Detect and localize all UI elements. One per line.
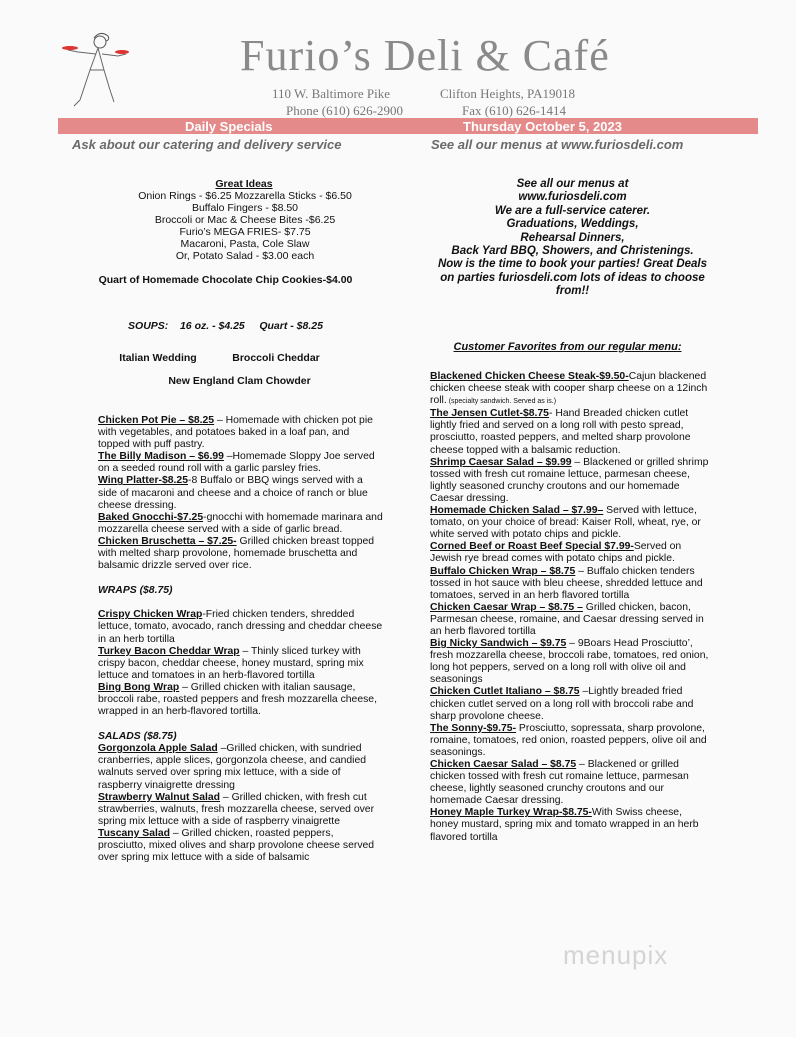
item-name: Chicken Pot Pie – $8.25 bbox=[98, 415, 215, 426]
favorite-item bbox=[430, 408, 712, 456]
fax-number: Fax (610) 626-1414 bbox=[462, 103, 566, 118]
wraps-heading: WRAPS ($8.75) bbox=[98, 585, 173, 597]
item-description: – Buffalo chicken tenders tossed in hot sauce with bleu cheese, shredded lettuce and tomatoes, served in an herb flavored tortilla bbox=[430, 565, 703, 601]
soups-prices: SOUPS: 16 oz. - $4.25 Quart - $8.25 bbox=[128, 320, 323, 332]
great-ideas-heading: Great Ideas bbox=[215, 178, 273, 190]
item-description: Grilled chicken breast topped with melted sharp provolone, homemade bruschetta and balsamic drizzle served over rice. bbox=[98, 535, 375, 572]
item-name: Blackened Chicken Cheese Steak-$9.50- bbox=[430, 371, 629, 382]
item-description: –Lightly breaded fried chicken cutlet served on a long roll with broccoli rabe and sharp provolone cheese. bbox=[430, 686, 694, 722]
favorite-item bbox=[430, 638, 712, 686]
item-note: (specialty sandwich. Served as is.) bbox=[446, 398, 557, 406]
favorite-item bbox=[430, 807, 712, 843]
great-ideas-item: Onion Rings - $6.25 Mozzarella Sticks - $6.50 bbox=[138, 190, 352, 202]
great-ideas-item: Broccoli or Mac & Cheese Bites -$6.25 bbox=[154, 214, 336, 226]
catering-line: on parties furiosdeli.com lots of ideas to choose bbox=[440, 271, 705, 284]
salad-item bbox=[98, 792, 383, 828]
item-description: – Grilled chicken, with fresh cut strawberries, walnuts, fresh mozzarella cheese, served over spring mix lettuce with a side of raspberry vinaigrette bbox=[98, 791, 375, 827]
favorite-item bbox=[430, 566, 712, 602]
soup-italian-wedding: Italian Wedding bbox=[119, 352, 197, 364]
catering-line: See all our menus at bbox=[516, 178, 629, 190]
item-name: The Billy Madison – $6.99 bbox=[98, 451, 224, 463]
favorite-item bbox=[430, 759, 712, 807]
item-name: Chicken Bruschetta – $7.25- bbox=[98, 535, 237, 547]
menus-tagline: See all our menus at www.furiosdeli.com bbox=[431, 137, 684, 152]
favorite-item bbox=[430, 371, 712, 408]
catering-tagline: Ask about our catering and delivery service bbox=[72, 137, 342, 152]
item-name: The Jensen Cutlet-$8.75 bbox=[430, 408, 549, 420]
great-ideas-item: Buffalo Fingers - $8.50 bbox=[191, 202, 299, 214]
catering-line: Now is the time to book your parties! Great Deals bbox=[437, 258, 708, 271]
wrap-item bbox=[98, 609, 383, 645]
favorite-item bbox=[430, 457, 712, 505]
favorite-item bbox=[430, 505, 712, 541]
specials-band bbox=[58, 118, 758, 134]
item-description: Served with lettuce, tomato, on your choice of bread: Kaiser Roll, wheat, rye, or white served with potato chips and pickle. bbox=[430, 505, 701, 541]
item-name: Bing Bong Wrap bbox=[98, 681, 180, 693]
wrap-item bbox=[98, 682, 383, 718]
item-name: Chicken Cutlet Italiano – $8.75 bbox=[430, 686, 580, 698]
item-name: Big Nicky Sandwich – $9.75 bbox=[430, 638, 567, 650]
item-name: Chicken Caesar Salad – $8.75 bbox=[430, 759, 577, 770]
cookies-line: Quart of Homemade Chocolate Chip Cookies-$4.00 bbox=[98, 274, 353, 286]
item-description: -Fried chicken tenders, shredded lettuce, tomato, avocado, ranch dressing and cheddar cheese in an herb tortilla bbox=[98, 609, 383, 645]
salads-heading: SALADS ($8.75) bbox=[98, 731, 177, 743]
item-name: Gorgonzola Apple Salad bbox=[98, 743, 218, 755]
item-description: – Blackened or grilled chicken tossed with fresh cut romaine lettuce, parmesan cheese, lightly seasoned crunchy croutons and our homemade Caesar dressing. bbox=[430, 759, 689, 807]
item-name: Tuscany Salad bbox=[98, 827, 170, 839]
item-description: – Blackened or grilled shrimp tossed with fresh cut romaine lettuce, parmesan cheese, lightly seasoned crunchy croutons and our homemade Caesar dressing. bbox=[430, 456, 709, 504]
item-name: Shrimp Caesar Salad – $9.99 bbox=[430, 456, 572, 468]
catering-line: Rehearsal Dinners, bbox=[520, 231, 625, 244]
item-description: – Grilled chicken, roasted peppers, prosciutto, mixed olives and sharp provolone cheese served over spring mix lettuce with a side of balsamic bbox=[98, 827, 375, 864]
menupix-watermark: menupix bbox=[563, 940, 669, 970]
phone-number: Phone (610) 626-2900 bbox=[286, 103, 403, 118]
address-city: Clifton Heights, PA19018 bbox=[440, 86, 575, 101]
item-name: Homemade Chicken Salad – $7.99– bbox=[430, 505, 604, 517]
favorite-item bbox=[430, 686, 712, 722]
favorite-item bbox=[430, 723, 712, 759]
favorites-list bbox=[430, 371, 712, 844]
item-name: Wing Platter-$8.25 bbox=[98, 475, 188, 487]
item-name: Honey Maple Turkey Wrap-$8.75- bbox=[430, 807, 592, 819]
daily-special bbox=[98, 475, 383, 511]
catering-line: www.furiosdeli.com bbox=[518, 191, 627, 204]
page-title: Furio’s Deli & Café bbox=[240, 31, 610, 80]
address-street: 110 W. Baltimore Pike bbox=[272, 86, 390, 101]
catering-line: We are a full-service caterer. bbox=[494, 204, 651, 217]
item-description: - Hand Breaded chicken cutlet lightly fried and served on a long roll with pesto spread, prosciutto, roasted peppers, and melted sharp provolone cheese topped with a balsamic reduction. bbox=[430, 408, 691, 456]
great-ideas-item: Macaroni, Pasta, Cole Slaw bbox=[180, 238, 310, 250]
catering-line: from!! bbox=[555, 285, 590, 298]
item-name: Corned Beef or Roast Beef Special $7.99- bbox=[430, 541, 634, 553]
item-description: Grilled chicken, bacon, Parmesan cheese, romaine, and Caesar dressing served in an herb flavored tortilla bbox=[430, 601, 704, 637]
soup-clam-chowder: New England Clam Chowder bbox=[168, 375, 311, 387]
catering-line: Back Yard BBQ, Showers, and Christenings. bbox=[451, 245, 694, 258]
daily-special bbox=[98, 415, 383, 451]
item-name: Buffalo Chicken Wrap – $8.75 bbox=[430, 565, 576, 577]
band-date: Thursday October 5, 2023 bbox=[463, 119, 622, 134]
great-ideas-item: Furio’s MEGA FRIES- $7.75 bbox=[179, 226, 311, 238]
item-description: – Grilled chicken with italian sausage, broccoli rabe, roasted peppers and fresh mozzarella cheese, wrapped in an herb-flavored tortilla. bbox=[98, 681, 377, 718]
great-ideas-list bbox=[130, 190, 360, 262]
band-left-label: Daily Specials bbox=[185, 119, 273, 134]
salad-item bbox=[98, 743, 383, 791]
favorite-item bbox=[430, 602, 712, 638]
item-description: – Homemade with chicken pot pie with vegetables, and potatoes baked in a loaf pan, and topped with puff pastry. bbox=[98, 415, 373, 451]
wrap-item bbox=[98, 646, 383, 682]
left-column bbox=[98, 415, 383, 864]
great-ideas-item: Or, Potato Salad - $3.00 each bbox=[175, 250, 315, 262]
item-description: Prosciutto, sopressata, sharp provolone, romaine, tomatoes, red onion, roasted peppers, olive oil and seasonings. bbox=[430, 722, 707, 758]
item-name: Turkey Bacon Cheddar Wrap bbox=[98, 645, 240, 657]
soup-broccoli-cheddar: Broccoli Cheddar bbox=[232, 352, 320, 364]
favorites-heading: Customer Favorites from our regular menu: bbox=[453, 341, 682, 353]
daily-special bbox=[98, 512, 383, 536]
item-description: –Grilled chicken, with sundried cranberries, apple slices, gorgonzola cheese, and candied walnuts served over spring mix lettuce, with a side of raspberry vinaigrette dressing bbox=[98, 743, 367, 791]
daily-special bbox=[98, 536, 383, 572]
item-name: Strawberry Walnut Salad bbox=[98, 791, 221, 803]
item-name: Baked Gnocchi-$7.25 bbox=[98, 511, 204, 523]
catering-line: Graduations, Weddings, bbox=[506, 218, 639, 231]
item-description: – Thinly sliced turkey with crispy bacon, cheddar cheese, honey mustard, spring mix lettuce and tomatoes in an herb-flavored tortilla bbox=[98, 645, 364, 681]
item-description: With Swiss cheese, honey mustard, spring mix and tomato wrapped in an herb flavored tortilla bbox=[430, 807, 699, 843]
item-name: Crispy Chicken Wrap bbox=[98, 609, 203, 621]
item-description: – 9Boars Head Prosciutto’, fresh mozzarella cheese, broccoli rabe, tomatoes, red onion, long hot peppers, served on a long roll with olive oil and seasonings bbox=[430, 638, 709, 686]
daily-special bbox=[98, 451, 383, 475]
chef-logo bbox=[60, 30, 130, 110]
item-description: Served on Jewish rye bread comes with potato chips and pickle. bbox=[430, 541, 682, 565]
favorite-item bbox=[430, 541, 712, 565]
item-description: –Homemade Sloppy Joe served on a seeded round roll with a garlic parsley fries. bbox=[98, 451, 375, 475]
item-description: -8 Buffalo or BBQ wings served with a side of macaroni and cheese and a choice of ranch or blue cheese dressing. bbox=[98, 475, 368, 511]
item-description: -gnocchi with homemade marinara and mozzarella cheese served with a side of garlic bread. bbox=[98, 511, 383, 535]
item-name: The Sonny-$9.75- bbox=[430, 722, 517, 734]
catering-info bbox=[430, 178, 715, 299]
item-description: Cajun blackened chicken cheese steak with cooper sharp cheese on a 12inch roll. bbox=[430, 371, 708, 407]
item-name: Chicken Caesar Wrap – $8.75 – bbox=[430, 601, 583, 613]
salad-item bbox=[98, 828, 383, 864]
